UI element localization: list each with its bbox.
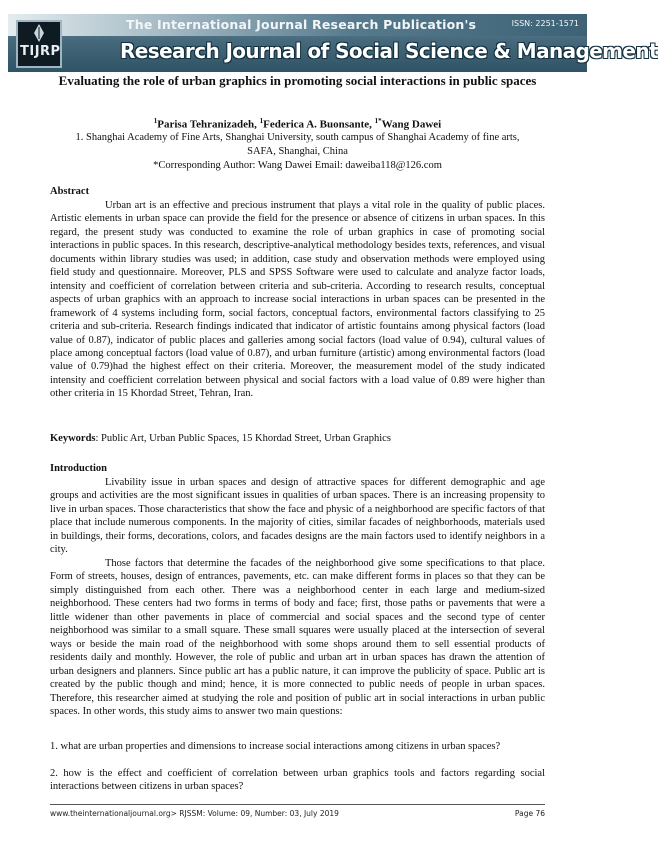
intro-paragraph-2: Those factors that determine the facades of the neighborhood give some specifications to that place. Form of streets, houses, design of entrances, pavements, etc. can make different forms in places so that they can be simply distinguished from each other. There was a neighborhood center in each large and medium-sized neighborhood. These centers had two forms in terms of body and face; first, those paths or pavements that were a little widener than other pavements in place of commercial and social spaces and the second type of center neighborhood was similar to a small square. These small squares were usually placed at the intersection of several ways or beside the main road of the neighborhood with some shops around them to sell essential products of residents daily and monthly. However, the role of public and urban art in urban spaces has drawn the attention of urban designers and planners. Since public art has a public nature, it can improve the publicity of space. Public art is created by the public though and mind; hence, it is more connected to public needs of people in urban spaces. Therefore, this researcher aimed at studying the role and position of public art in social interactions in urban public spaces. In other words, this study aims to answer two main questions: <box>50 558 545 717</box>
article-title: Evaluating the role of urban graphics in promoting social interactions in public spaces <box>58 73 537 88</box>
affiliation-line: 1. Shanghai Academy of Fine Arts, Shanghai University, south campus of Shanghai Academy of fine arts, SAFA, Shanghai, China <box>75 132 520 157</box>
keywords-line <box>50 433 545 444</box>
footer-divider <box>50 804 545 805</box>
journal-logo <box>16 20 62 68</box>
introduction-heading: Introduction <box>50 463 107 474</box>
issn-label: ISSN: 2251-1571 <box>511 19 579 28</box>
abstract-text: Urban art is an effective and precious instrument that plays a vital role in the quality of public places. Artistic elements in urban space can provide the field for the presence or absence of citizens in urban spaces. In this regard, the present study was conducted to examine the role of urban graphics in case of promoting social interactions in public spaces. In this research, descriptive-analytical methodology besides texts, references, and visual documents within library studies was used; in addition, case study and observation methods were employed using field study and questionnaire. Moreover, PLS and SPSS Software were used to calculate and analyze factor loads, intensity and coefficient of correlation between criteria and sub-criteria. According to research results, conceptual aspects of urban graphics with an approach to increase social interactions in urban spaces can be presented in the framework of 4 systems including form, social factors, conceptual factors, environmental factors classifying to 25 criteria and sub-criteria. Research findings indicated that indicator of artistic fountains among physical factors (load value of 0.87), indicator of public places and galleries among social factors (load value of 0.94), cultural values of place among conceptual factors (load value of 0.87), and urban furniture (artistic) among environmental factors (load value of 0.79)had the highest effect on their criteria. Moreover, the measurement model of the study indicated intensity and coefficient correlation between physical and social factors with a load value of 0.89 were higher than other criteria in 15 Khordad Street, Tehran, Iran. <box>50 200 545 400</box>
journal-banner <box>8 14 658 72</box>
footer-citation: www.theinternationaljournal.org> RJSSM: Volume: 09, Number: 03, July 2019 <box>50 809 339 818</box>
author-sup: 1 <box>259 117 264 125</box>
author-list <box>40 117 555 131</box>
corresponding-author: *Corresponding Author: Wang Dawei Email: daweiba118@126.com <box>153 160 442 171</box>
page-number: Page 76 <box>514 809 545 818</box>
journal-name: Research Journal of Social Science & Management <box>120 39 658 63</box>
intro-question-1: 1. what are urban properties and dimensions to increase social interactions among citizens in urban spaces? <box>50 741 501 752</box>
keywords-label: Keywords <box>50 433 96 444</box>
publisher-line: The International Journal Research Publication's <box>126 17 477 32</box>
author-name: Parisa Tehranizadeh, <box>157 118 257 131</box>
author-sup: 1 <box>153 117 158 125</box>
author-name: Federica A. Buonsante, <box>263 118 372 131</box>
author-sup: 1* <box>374 117 382 125</box>
author-name: Wang Dawei <box>381 118 442 131</box>
pen-nib-icon <box>32 24 46 42</box>
logo-text: TIJRP <box>20 44 61 59</box>
keywords-value: : Public Art, Urban Public Spaces, 15 Khordad Street, Urban Graphics <box>95 433 391 444</box>
affiliations <box>60 131 535 173</box>
abstract-heading: Abstract <box>50 186 90 197</box>
intro-paragraph-1: Livability issue in urban spaces and design of attractive spaces for different demographic and age groups and activities are the most significant issues in qualities of urban spaces. There is an increasing propensity to live in urban spaces. Those characteristics that show the face and physic of a neighborhood are specific factors of that place that include numerous components. In the majority of cities, similar facades of neighborhoods, materials used in buildings, their forms, decorations, colors, and facades designs are the main factors used to identify neighbors in a city. <box>50 477 545 556</box>
intro-question-2: 2. how is the effect and coefficient of correlation between urban graphics tools and factors regarding social interactions between citizens in urban spaces? <box>50 768 545 793</box>
